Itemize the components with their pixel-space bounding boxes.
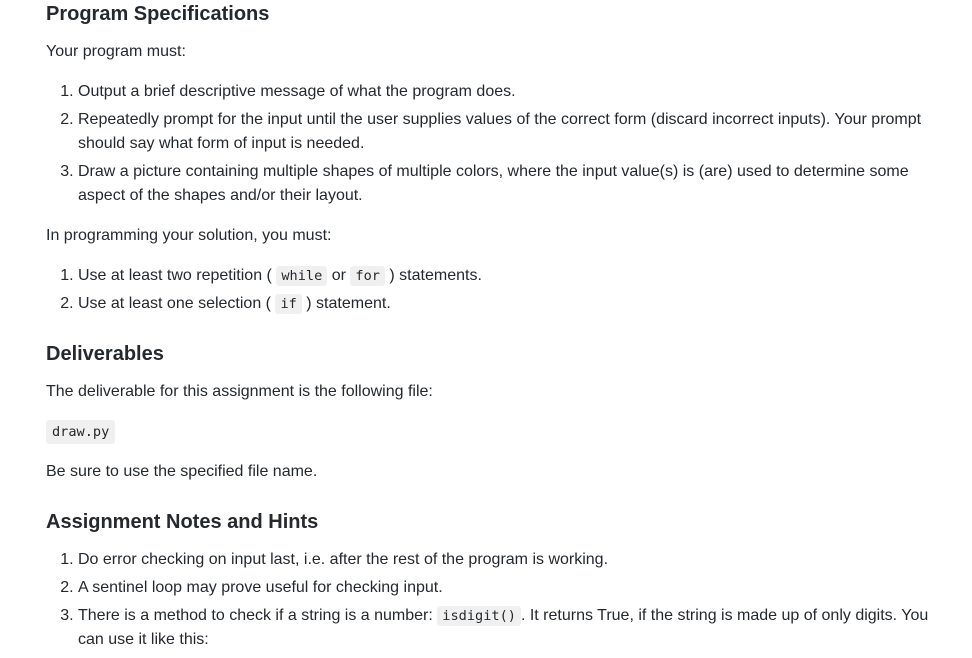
rule-text: ) statement. [306,295,391,312]
filename-block [46,420,942,444]
filename-code: draw.py [46,420,115,444]
list-item: 2. A sentinel loop may prove useful for checking input. [78,576,942,600]
rule-text: Use at least one selection ( [78,295,271,312]
programming-rules-list [46,264,942,316]
deliverables-intro: The deliverable for this assignment is the following file: [46,383,433,400]
rule-text: ) statements. [389,267,482,284]
list-item: 1. Do error checking on input last, i.e. after the rest of the program is working. [78,548,942,572]
program-requirements-intro: Your program must: [46,43,186,60]
hint-text: . It returns True, if the string is made up of only digits. You can use it like this: [78,607,929,648]
list-item [78,264,942,288]
section-heading-deliverables: Deliverables [46,343,164,365]
list-item: 3. Draw a picture containing multiple shapes of multiple colors, where the input value(s) is (are) used to determine some aspect of the shapes and/or their layout. [78,160,942,208]
deliverables-note: Be sure to use the specified file name. [46,463,318,480]
list-item [78,292,942,316]
list-item: 1. Output a brief descriptive message of what the program does. [78,80,942,104]
inline-code-if: if [275,294,301,314]
rule-text: or [331,267,346,284]
inline-code-isdigit: isdigit() [437,606,521,626]
inline-code-while: while [276,266,327,286]
list-item: 2. Repeatedly prompt for the input until the user supplies values of the correct form (discard incorrect inputs). Your prompt should say what form of input is needed. [78,108,942,156]
programming-rules-intro: In programming your solution, you must: [46,227,332,244]
program-requirements-list [46,80,942,208]
list-item [78,604,942,652]
section-heading-program-specifications: Program Specifications [46,3,270,25]
hint-text: There is a method to check if a string is a number: [78,607,433,624]
section-heading-assignment-notes: Assignment Notes and Hints [46,511,319,533]
inline-code-for: for [350,266,385,286]
hints-list [46,548,942,652]
rule-text: Use at least two repetition ( [78,267,272,284]
